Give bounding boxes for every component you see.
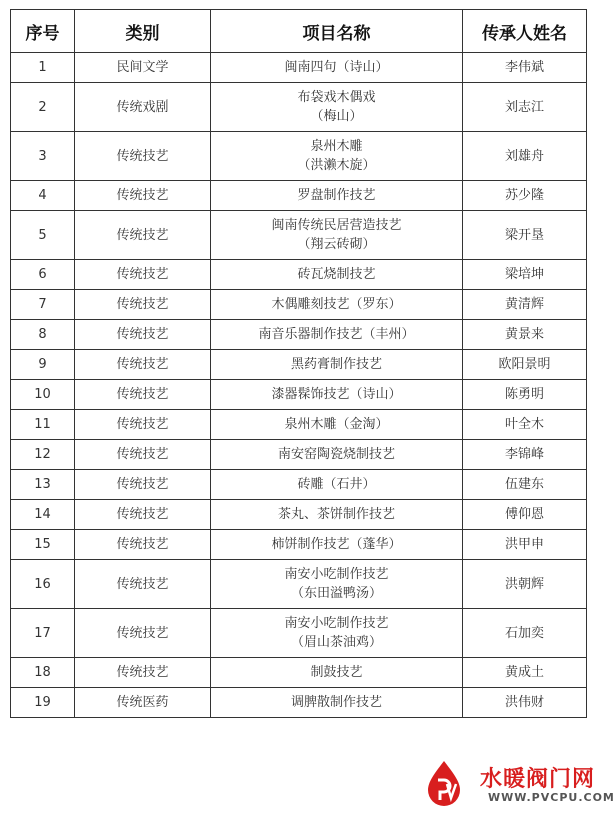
table-row [11,530,587,560]
inheritor-name-cell: 陈勇明 [463,380,587,410]
inheritor-name-cell: 李伟斌 [463,53,587,83]
project-name-line: 泉州木雕 [310,139,363,154]
project-name-line: （翔云砖砌） [297,237,376,252]
serial-number-cell: 12 [11,440,75,470]
project-name-cell [211,440,463,470]
serial-number-cell: 8 [11,320,75,350]
watermark-logo [420,758,615,810]
category-cell: 传统技艺 [75,380,211,410]
project-name-cell [211,53,463,83]
table-row [11,290,587,320]
inheritor-name-cell: 石加奕 [463,609,587,658]
project-name-line: 黑药膏制作技艺 [290,357,382,372]
inheritor-name-cell: 叶全木 [463,410,587,440]
heritage-table [10,9,587,718]
project-name-line: 南安窑陶瓷烧制技艺 [277,447,395,462]
category-cell: 传统技艺 [75,211,211,260]
inheritor-name-cell: 刘雄舟 [463,132,587,181]
project-name-cell [211,181,463,211]
table-row [11,688,587,718]
project-name-line: （梅山） [310,109,363,124]
project-name-cell [211,320,463,350]
project-name-cell [211,260,463,290]
project-name-line: 南音乐器制作技艺（丰州） [258,327,415,342]
project-name-cell [211,132,463,181]
category-cell: 传统技艺 [75,132,211,181]
inheritor-name-cell: 苏少隆 [463,181,587,211]
inheritor-name-cell: 欧阳景明 [463,350,587,380]
inheritor-name-cell: 黄景来 [463,320,587,350]
inheritor-name-cell: 黄成土 [463,658,587,688]
project-name-cell [211,410,463,440]
category-cell: 传统技艺 [75,470,211,500]
project-name-line: 布袋戏木偶戏 [297,90,376,105]
watermark-site-name: 水暖阀门网 [480,767,596,792]
serial-number-cell: 1 [11,53,75,83]
inheritor-name-cell: 傅仰恩 [463,500,587,530]
project-name-line: 闽南传统民居营造技艺 [271,218,402,233]
table-row [11,350,587,380]
project-name-cell [211,83,463,132]
inheritor-name-cell: 洪朝辉 [463,560,587,609]
header-row [11,10,587,53]
serial-number-cell: 11 [11,410,75,440]
project-name-line: 木偶雕刻技艺（罗东） [271,297,402,312]
project-name-line: 柿饼制作技艺（蓬华） [271,537,402,552]
table-body [11,53,587,718]
serial-number-cell: 3 [11,132,75,181]
project-name-line: 茶丸、茶饼制作技艺 [277,507,395,522]
project-name-line: （东田溢鸭汤） [290,586,382,601]
serial-number-cell: 9 [11,350,75,380]
serial-number-cell: 10 [11,380,75,410]
project-name-cell [211,560,463,609]
project-name-line: 南安小吃制作技艺 [284,616,389,631]
header-serial-number: 序号 [11,10,75,53]
serial-number-cell: 15 [11,530,75,560]
table-row [11,211,587,260]
inheritor-name-cell: 李锦峰 [463,440,587,470]
category-cell: 传统技艺 [75,290,211,320]
project-name-line: 砖瓦烧制技艺 [297,267,376,282]
category-cell: 民间文学 [75,53,211,83]
table-row [11,470,587,500]
project-name-line: 泉州木雕（金淘） [284,417,389,432]
table-row [11,181,587,211]
project-name-line: 罗盘制作技艺 [297,188,376,203]
table-row [11,53,587,83]
inheritor-name-cell: 刘志江 [463,83,587,132]
header-category: 类别 [75,10,211,53]
inheritor-name-cell: 洪甲申 [463,530,587,560]
table-row [11,500,587,530]
project-name-cell [211,609,463,658]
project-name-cell [211,658,463,688]
site-logo-icon [420,758,468,808]
project-name-line: 砖雕（石井） [297,477,376,492]
project-name-cell [211,211,463,260]
inheritor-name-cell: 梁开垦 [463,211,587,260]
serial-number-cell: 13 [11,470,75,500]
serial-number-cell: 2 [11,83,75,132]
serial-number-cell: 5 [11,211,75,260]
table-row [11,658,587,688]
table-row [11,560,587,609]
header-inheritor-name: 传承人姓名 [463,10,587,53]
category-cell: 传统医药 [75,688,211,718]
inheritor-name-cell: 伍建东 [463,470,587,500]
serial-number-cell: 16 [11,560,75,609]
table-row [11,320,587,350]
serial-number-cell: 17 [11,609,75,658]
table-row [11,440,587,470]
serial-number-cell: 19 [11,688,75,718]
category-cell: 传统戏剧 [75,83,211,132]
project-name-cell [211,380,463,410]
inheritor-name-cell: 洪伟财 [463,688,587,718]
table-row [11,132,587,181]
category-cell: 传统技艺 [75,658,211,688]
table-row [11,609,587,658]
serial-number-cell: 4 [11,181,75,211]
table-row [11,380,587,410]
category-cell: 传统技艺 [75,440,211,470]
category-cell: 传统技艺 [75,609,211,658]
category-cell: 传统技艺 [75,560,211,609]
serial-number-cell: 18 [11,658,75,688]
project-name-cell [211,530,463,560]
category-cell: 传统技艺 [75,350,211,380]
header-project-name: 项目名称 [211,10,463,53]
project-name-line: 制鼓技艺 [310,665,363,680]
project-name-line: 闽南四句（诗山） [284,60,389,75]
project-name-line: （眉山茶油鸡） [290,635,382,650]
category-cell: 传统技艺 [75,500,211,530]
category-cell: 传统技艺 [75,530,211,560]
category-cell: 传统技艺 [75,181,211,211]
serial-number-cell: 14 [11,500,75,530]
project-name-line: 调脾散制作技艺 [290,695,382,710]
project-name-cell [211,688,463,718]
project-name-line: （洪濑木旋） [297,158,376,173]
project-name-cell [211,470,463,500]
category-cell: 传统技艺 [75,410,211,440]
serial-number-cell: 6 [11,260,75,290]
project-name-cell [211,290,463,320]
table-row [11,83,587,132]
watermark-url: WWW.PVCPU.COM [488,791,615,804]
project-name-cell [211,350,463,380]
project-name-line: 漆器髹饰技艺（诗山） [271,387,402,402]
project-name-line: 南安小吃制作技艺 [284,567,389,582]
category-cell: 传统技艺 [75,320,211,350]
table-row [11,410,587,440]
project-name-cell [211,500,463,530]
table-row [11,260,587,290]
serial-number-cell: 7 [11,290,75,320]
category-cell: 传统技艺 [75,260,211,290]
inheritor-name-cell: 梁培坤 [463,260,587,290]
inheritor-name-cell: 黄清辉 [463,290,587,320]
